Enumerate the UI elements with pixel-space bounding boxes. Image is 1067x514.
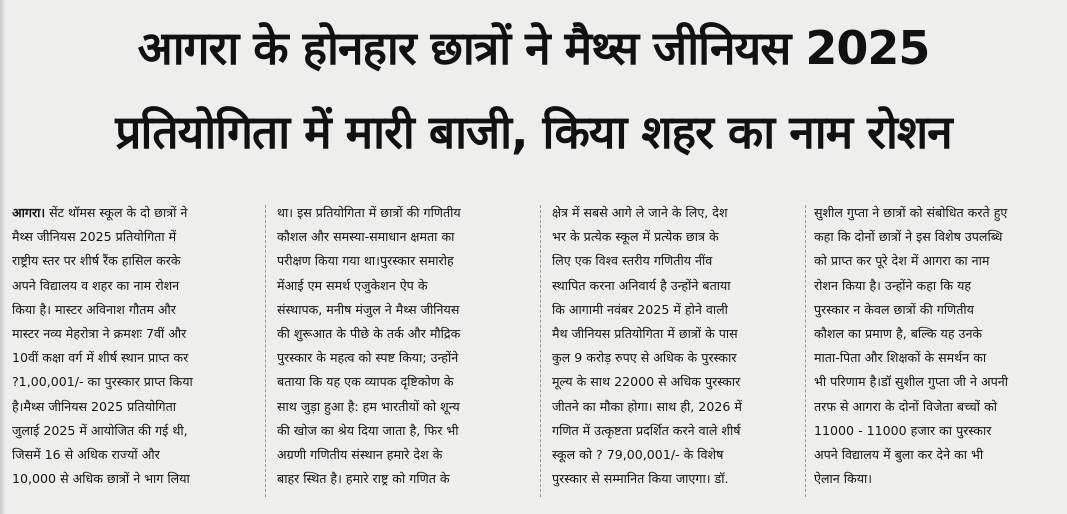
- article-line: बताया कि यह एक व्यापक दृष्टिकोण के: [277, 374, 454, 390]
- article-line: पुरस्कार न केवल छात्रों की गणितीय: [814, 301, 974, 317]
- article-line: है।मैथ्स जीनियस 2025 प्रतियोगिता: [12, 398, 177, 414]
- article-line: पुरस्कार से सम्मानित किया जाएगा। डॉ.: [552, 471, 729, 487]
- column-divider: [265, 205, 266, 497]
- article-line: साथ जुड़ा हुआ है: हम भारतीयों को शून्य: [277, 398, 460, 414]
- headline-line-2: प्रतियोगिता में मारी बाजी, किया शहर का नाम रोशन: [115, 105, 952, 159]
- article-line: कौशल और समस्या-समाधान क्षमता का: [277, 229, 455, 245]
- article-line: भर के प्रत्येक स्कूल में प्रत्येक छात्र के: [552, 229, 719, 245]
- article-line: जिसमें 16 से अधिक राज्यों और: [12, 447, 160, 463]
- article-line: कहा कि दोनों छात्रों ने इस विशेष उपलब्धि: [814, 229, 1003, 245]
- article-line: 11000 - 11000 हजार का पुरस्कार: [814, 422, 992, 438]
- article-line: माता-पिता और शिक्षकों के समर्थन का: [814, 350, 987, 366]
- article-line: कौशल का प्रमाण है, बल्कि यह उनके: [814, 326, 983, 342]
- article-line: सुशील गुप्ता ने छात्रों को संबोधित करते हुए: [814, 205, 1008, 220]
- article-line: पुरस्कार के महत्व को स्पष्ट किया; उन्होंने: [277, 350, 459, 366]
- article-line: कि आगामी नवंबर 2025 में होने वाली: [552, 301, 728, 317]
- article-column-4: [814, 201, 1054, 501]
- article-line: स्थापित करना अनिवार्य है उन्होंने बताया: [552, 277, 731, 293]
- article-line: जीतने का मौका होगा। साथ ही, 2026 में: [552, 398, 742, 414]
- article-line: मैथ जीनियस प्रतियोगिता में छात्रों के पास: [552, 326, 738, 342]
- column-divider: [540, 205, 541, 497]
- article-body: [12, 201, 1052, 501]
- article-line: संस्थापक, मनीष मंजुल ने मैथ्स जीनियस: [277, 301, 460, 317]
- article-line: आगरा। सेंट थॉमस स्कूल के दो छात्रों ने: [12, 205, 188, 220]
- article-line: मेंआई एम समर्थ एजुकेशन ऐप के: [277, 277, 428, 293]
- article-line: था। इस प्रतियोगिता में छात्रों की गणितीय: [277, 205, 461, 220]
- article-line: राष्ट्रीय स्तर पर शीर्ष रैंक हासिल करके: [12, 253, 181, 269]
- article-line: को प्राप्त कर पूरे देश में आगरा का नाम: [814, 253, 990, 269]
- article-line: अग्रणी गणितीय संस्थान हमारे देश के: [277, 447, 443, 463]
- article-line: अपने विद्यालय में बुला कर देने का भी: [814, 447, 984, 463]
- article-line: अपने विद्यालय व शहर का नाम रोशन: [12, 277, 180, 293]
- article-line: ऐलान किया।: [814, 471, 873, 487]
- headline: [0, 6, 1067, 174]
- article-line: स्कूल को ? 79,00,001/- के विशेष: [552, 447, 724, 463]
- article-line: 10,000 से अधिक छात्रों ने भाग लिया: [12, 471, 190, 487]
- article-line: तरफ से आगरा के दोनों विजेता बच्चों को: [814, 398, 998, 414]
- headline-line-1: आगरा के होनहार छात्रों ने मैथ्स जीनियस 2025: [137, 21, 930, 75]
- article-column-1: [12, 201, 254, 501]
- article-line: मूल्य के साथ 22000 से अधिक पुरस्कार: [552, 374, 741, 390]
- article-line: जुलाई 2025 में आयोजित की गई थी,: [12, 422, 188, 438]
- article-line: ?1,00,001/- का पुरस्कार प्राप्त किया: [12, 374, 193, 390]
- article-line: परीक्षण किया गया था।पुरस्कार समारोह: [277, 253, 454, 269]
- article-line: मैथ्स जीनियस 2025 प्रतियोगिता में: [12, 229, 177, 245]
- column-divider: [805, 205, 806, 497]
- article-line: क्षेत्र में सबसे आगे ले जाने के लिए, देश: [552, 205, 728, 220]
- article-column-3: [552, 201, 800, 501]
- article-line: 10वीं कक्षा वर्ग में शीर्ष स्थान प्राप्त कर: [12, 350, 189, 366]
- article-line: बाहर स्थित है। हमारे राष्ट्र को गणित के: [277, 471, 450, 487]
- article-line: लिए एक विश्व स्तरीय गणितीय नींव: [552, 253, 713, 269]
- article-line: की शुरूआत के पीछे के तर्क और मौद्रिक: [277, 326, 461, 342]
- article-line: रोशन किया है। उन्होंने कहा कि यह: [814, 277, 972, 293]
- article-line: गणित में उत्कृष्टता प्रदर्शित करने वाले शीर्ष: [552, 422, 741, 438]
- article-line: भी परिणाम है।डॉ सुशील गुप्ता जी ने अपनी: [814, 374, 1008, 390]
- article-line: की खोज का श्रेय दिया जाता है, फिर भी: [277, 422, 459, 438]
- article-line: मास्टर नव्य मेहरोत्रा ने क्रमशः 7वीं और: [12, 326, 187, 342]
- article-line: किया है। मास्टर अविनाश गौतम और: [12, 301, 176, 317]
- dateline: आगरा।: [12, 205, 46, 220]
- article-line: कुल 9 करोड़ रुपए से अधिक के पुरस्कार: [552, 350, 737, 366]
- article-column-2: [277, 201, 527, 501]
